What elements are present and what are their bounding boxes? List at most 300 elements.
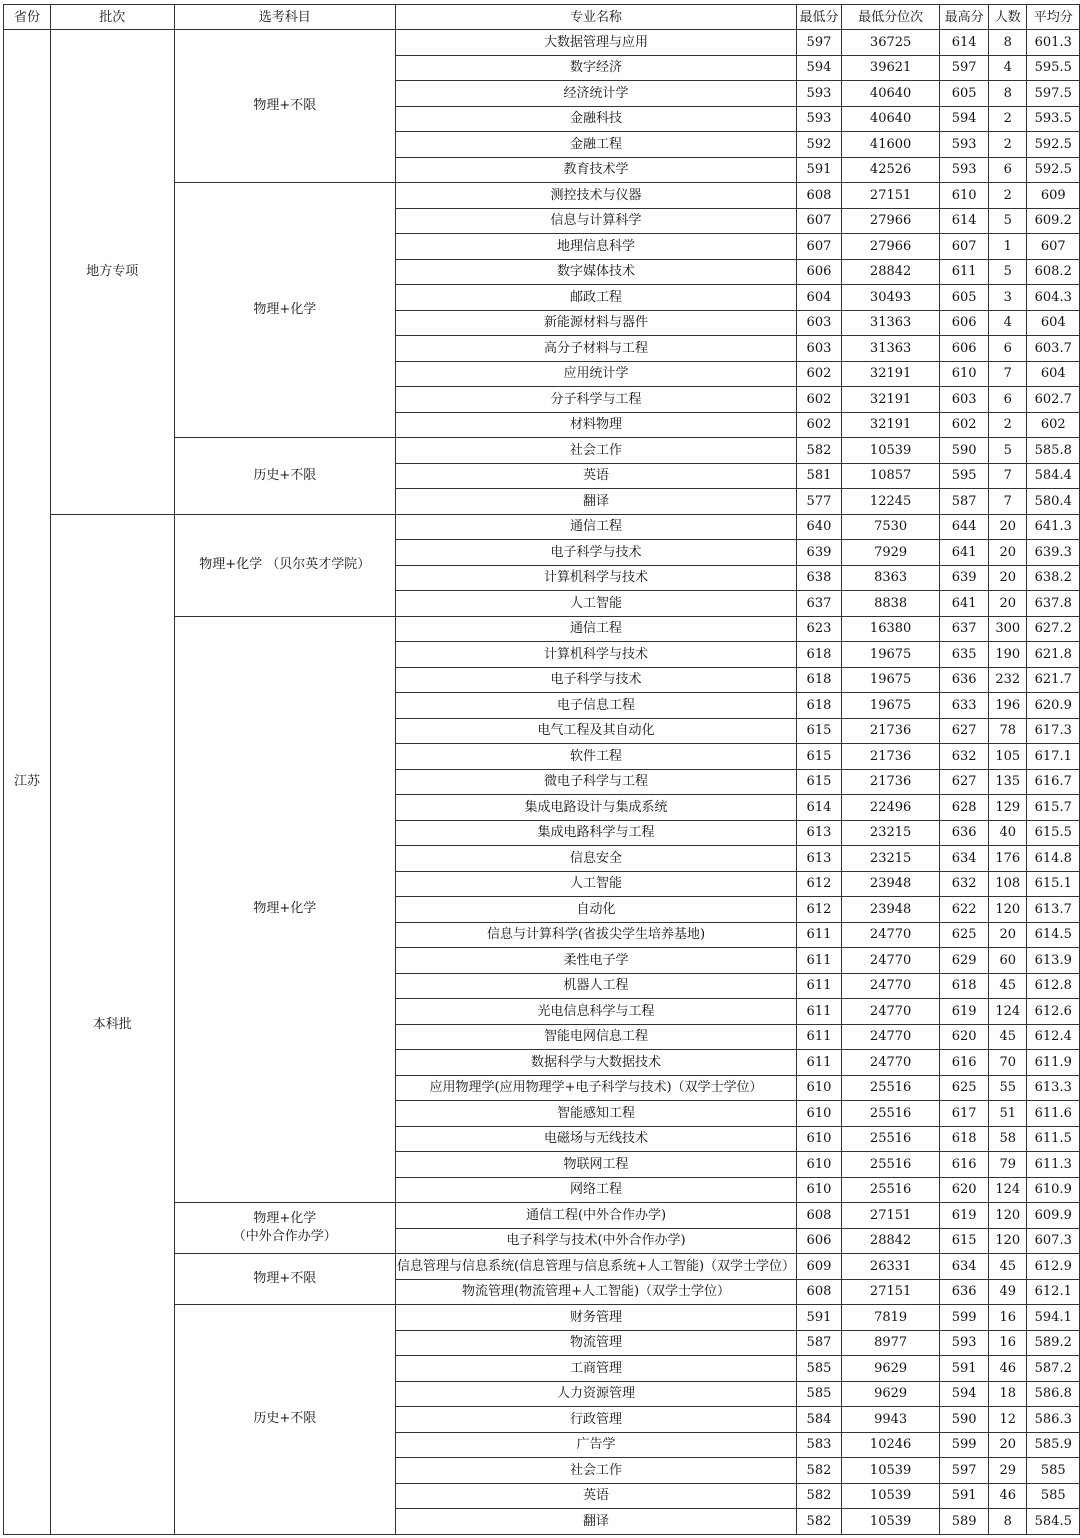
major-cell: 电气工程及其自动化 (396, 718, 797, 744)
min-rank-cell: 24770 (841, 999, 939, 1025)
avg-score-cell: 621.8 (1027, 642, 1080, 668)
count-cell: 45 (988, 973, 1027, 999)
major-cell: 通信工程(中外合作办学) (396, 1203, 797, 1229)
avg-score-cell: 602.7 (1027, 387, 1080, 413)
min-score-cell: 638 (797, 565, 842, 591)
min-score-cell: 603 (797, 336, 842, 362)
min-score-cell: 613 (797, 846, 842, 872)
max-score-cell: 615 (940, 1228, 989, 1254)
count-cell: 2 (988, 183, 1027, 209)
min-score-cell: 607 (797, 234, 842, 260)
max-score-cell: 595 (940, 463, 989, 489)
province-cell: 江苏 (4, 30, 51, 1535)
min-score-cell: 610 (797, 1152, 842, 1178)
min-rank-cell: 25516 (841, 1075, 939, 1101)
header-subject: 选考科目 (174, 5, 395, 30)
count-cell: 7 (988, 361, 1027, 387)
count-cell: 8 (988, 81, 1027, 107)
avg-score-cell: 580.4 (1027, 489, 1080, 515)
min-score-cell: 637 (797, 591, 842, 617)
major-cell: 行政管理 (396, 1407, 797, 1433)
min-score-cell: 577 (797, 489, 842, 515)
avg-score-cell: 613.3 (1027, 1075, 1080, 1101)
count-cell: 129 (988, 795, 1027, 821)
min-score-cell: 593 (797, 81, 842, 107)
min-rank-cell: 7929 (841, 540, 939, 566)
max-score-cell: 610 (940, 361, 989, 387)
min-rank-cell: 25516 (841, 1126, 939, 1152)
min-score-cell: 582 (797, 1483, 842, 1509)
min-rank-cell: 24770 (841, 922, 939, 948)
avg-score-cell: 585 (1027, 1458, 1080, 1484)
subject-group-cell: 物理+不限 (174, 1254, 395, 1305)
min-rank-cell: 28842 (841, 259, 939, 285)
subject-group-cell: 物理+化学 (174, 183, 395, 438)
count-cell: 16 (988, 1330, 1027, 1356)
header-count: 人数 (988, 5, 1027, 30)
major-cell: 金融科技 (396, 106, 797, 132)
count-cell: 6 (988, 336, 1027, 362)
major-cell: 智能感知工程 (396, 1101, 797, 1127)
count-cell: 135 (988, 769, 1027, 795)
avg-score-cell: 615.1 (1027, 871, 1080, 897)
count-cell: 45 (988, 1024, 1027, 1050)
max-score-cell: 639 (940, 565, 989, 591)
min-score-cell: 618 (797, 693, 842, 719)
max-score-cell: 641 (940, 540, 989, 566)
min-rank-cell: 22496 (841, 795, 939, 821)
avg-score-cell: 609 (1027, 183, 1080, 209)
avg-score-cell: 612.6 (1027, 999, 1080, 1025)
max-score-cell: 625 (940, 922, 989, 948)
min-rank-cell: 21736 (841, 744, 939, 770)
min-rank-cell: 7819 (841, 1305, 939, 1331)
major-cell: 通信工程 (396, 514, 797, 540)
count-cell: 120 (988, 897, 1027, 923)
min-rank-cell: 26331 (841, 1254, 939, 1280)
count-cell: 232 (988, 667, 1027, 693)
major-cell: 物联网工程 (396, 1152, 797, 1178)
major-cell: 大数据管理与应用 (396, 30, 797, 56)
major-cell: 机器人工程 (396, 973, 797, 999)
max-score-cell: 599 (940, 1432, 989, 1458)
count-cell: 45 (988, 1254, 1027, 1280)
count-cell: 7 (988, 463, 1027, 489)
header-avg-score: 平均分 (1027, 5, 1080, 30)
avg-score-cell: 597.5 (1027, 81, 1080, 107)
count-cell: 2 (988, 412, 1027, 438)
major-cell: 翻译 (396, 1509, 797, 1535)
count-cell: 7 (988, 489, 1027, 515)
major-cell: 英语 (396, 1483, 797, 1509)
max-score-cell: 611 (940, 259, 989, 285)
major-cell: 数字经济 (396, 55, 797, 81)
min-rank-cell: 28842 (841, 1228, 939, 1254)
min-rank-cell: 41600 (841, 132, 939, 158)
major-cell: 应用统计学 (396, 361, 797, 387)
max-score-cell: 622 (940, 897, 989, 923)
count-cell: 8 (988, 1509, 1027, 1535)
count-cell: 105 (988, 744, 1027, 770)
admission-score-table (3, 4, 1080, 1535)
count-cell: 20 (988, 540, 1027, 566)
min-rank-cell: 21736 (841, 769, 939, 795)
major-cell: 信息与计算科学(省拔尖学生培养基地) (396, 922, 797, 948)
min-score-cell: 610 (797, 1126, 842, 1152)
avg-score-cell: 585.8 (1027, 438, 1080, 464)
max-score-cell: 606 (940, 336, 989, 362)
max-score-cell: 619 (940, 999, 989, 1025)
avg-score-cell: 592.5 (1027, 132, 1080, 158)
max-score-cell: 607 (940, 234, 989, 260)
count-cell: 58 (988, 1126, 1027, 1152)
major-cell: 金融工程 (396, 132, 797, 158)
max-score-cell: 590 (940, 1407, 989, 1433)
count-cell: 120 (988, 1203, 1027, 1229)
max-score-cell: 641 (940, 591, 989, 617)
major-cell: 信息与计算科学 (396, 208, 797, 234)
min-score-cell: 639 (797, 540, 842, 566)
avg-score-cell: 617.1 (1027, 744, 1080, 770)
min-score-cell: 623 (797, 616, 842, 642)
min-rank-cell: 40640 (841, 81, 939, 107)
min-rank-cell: 32191 (841, 361, 939, 387)
avg-score-cell: 587.2 (1027, 1356, 1080, 1382)
avg-score-cell: 607 (1027, 234, 1080, 260)
major-cell: 翻译 (396, 489, 797, 515)
count-cell: 40 (988, 820, 1027, 846)
avg-score-cell: 612.9 (1027, 1254, 1080, 1280)
min-rank-cell: 19675 (841, 693, 939, 719)
min-score-cell: 587 (797, 1330, 842, 1356)
avg-score-cell: 595.5 (1027, 55, 1080, 81)
min-rank-cell: 16380 (841, 616, 939, 642)
major-cell: 电磁场与无线技术 (396, 1126, 797, 1152)
min-rank-cell: 24770 (841, 973, 939, 999)
min-score-cell: 615 (797, 718, 842, 744)
avg-score-cell: 609.9 (1027, 1203, 1080, 1229)
min-score-cell: 615 (797, 769, 842, 795)
avg-score-cell: 593.5 (1027, 106, 1080, 132)
min-rank-cell: 10246 (841, 1432, 939, 1458)
avg-score-cell: 607.3 (1027, 1228, 1080, 1254)
avg-score-cell: 615.5 (1027, 820, 1080, 846)
avg-score-cell: 592.5 (1027, 157, 1080, 183)
max-score-cell: 593 (940, 132, 989, 158)
min-score-cell: 584 (797, 1407, 842, 1433)
avg-score-cell: 584.4 (1027, 463, 1080, 489)
min-score-cell: 583 (797, 1432, 842, 1458)
min-rank-cell: 31363 (841, 310, 939, 336)
avg-score-cell: 594.1 (1027, 1305, 1080, 1331)
major-cell: 集成电路设计与集成系统 (396, 795, 797, 821)
min-rank-cell: 27151 (841, 183, 939, 209)
count-cell: 8 (988, 30, 1027, 56)
major-cell: 柔性电子学 (396, 948, 797, 974)
min-rank-cell: 24770 (841, 1024, 939, 1050)
count-cell: 6 (988, 157, 1027, 183)
min-score-cell: 615 (797, 744, 842, 770)
major-cell: 分子科学与工程 (396, 387, 797, 413)
max-score-cell: 635 (940, 642, 989, 668)
major-cell: 教育技术学 (396, 157, 797, 183)
min-score-cell: 612 (797, 871, 842, 897)
max-score-cell: 587 (940, 489, 989, 515)
major-cell: 集成电路科学与工程 (396, 820, 797, 846)
count-cell: 196 (988, 693, 1027, 719)
max-score-cell: 629 (940, 948, 989, 974)
min-rank-cell: 9629 (841, 1381, 939, 1407)
avg-score-cell: 586.3 (1027, 1407, 1080, 1433)
min-score-cell: 611 (797, 973, 842, 999)
major-cell: 信息管理与信息系统(信息管理与信息系统+人工智能)（双学士学位） (396, 1254, 797, 1280)
avg-score-cell: 589.2 (1027, 1330, 1080, 1356)
avg-score-cell: 612.4 (1027, 1024, 1080, 1050)
min-rank-cell: 32191 (841, 387, 939, 413)
major-cell: 微电子科学与工程 (396, 769, 797, 795)
header-batch: 批次 (51, 5, 174, 30)
major-cell: 新能源材料与器件 (396, 310, 797, 336)
max-score-cell: 644 (940, 514, 989, 540)
min-rank-cell: 36725 (841, 30, 939, 56)
min-score-cell: 608 (797, 1279, 842, 1305)
major-cell: 电子科学与技术 (396, 667, 797, 693)
max-score-cell: 633 (940, 693, 989, 719)
max-score-cell: 602 (940, 412, 989, 438)
max-score-cell: 597 (940, 55, 989, 81)
count-cell: 20 (988, 591, 1027, 617)
count-cell: 108 (988, 871, 1027, 897)
max-score-cell: 616 (940, 1050, 989, 1076)
max-score-cell: 594 (940, 106, 989, 132)
max-score-cell: 618 (940, 1126, 989, 1152)
major-cell: 计算机科学与技术 (396, 642, 797, 668)
min-score-cell: 611 (797, 922, 842, 948)
avg-score-cell: 637.8 (1027, 591, 1080, 617)
min-rank-cell: 10539 (841, 438, 939, 464)
min-rank-cell: 27151 (841, 1203, 939, 1229)
avg-score-cell: 612.1 (1027, 1279, 1080, 1305)
max-score-cell: 628 (940, 795, 989, 821)
subject-group-cell: 物理+化学 (174, 616, 395, 1203)
min-rank-cell: 40640 (841, 106, 939, 132)
avg-score-cell: 613.7 (1027, 897, 1080, 923)
min-rank-cell: 27966 (841, 208, 939, 234)
count-cell: 5 (988, 438, 1027, 464)
avg-score-cell: 638.2 (1027, 565, 1080, 591)
count-cell: 60 (988, 948, 1027, 974)
header-max-score: 最高分 (940, 5, 989, 30)
min-rank-cell: 32191 (841, 412, 939, 438)
avg-score-cell: 613.9 (1027, 948, 1080, 974)
count-cell: 12 (988, 1407, 1027, 1433)
count-cell: 4 (988, 55, 1027, 81)
min-score-cell: 618 (797, 642, 842, 668)
avg-score-cell: 611.3 (1027, 1152, 1080, 1178)
avg-score-cell: 612.8 (1027, 973, 1080, 999)
min-score-cell: 602 (797, 387, 842, 413)
major-cell: 光电信息科学与工程 (396, 999, 797, 1025)
major-cell: 社会工作 (396, 438, 797, 464)
count-cell: 176 (988, 846, 1027, 872)
major-cell: 高分子材料与工程 (396, 336, 797, 362)
count-cell: 5 (988, 208, 1027, 234)
min-score-cell: 581 (797, 463, 842, 489)
max-score-cell: 625 (940, 1075, 989, 1101)
avg-score-cell: 614.5 (1027, 922, 1080, 948)
count-cell: 20 (988, 922, 1027, 948)
major-cell: 地理信息科学 (396, 234, 797, 260)
min-score-cell: 582 (797, 1509, 842, 1535)
min-rank-cell: 27966 (841, 234, 939, 260)
min-rank-cell: 10857 (841, 463, 939, 489)
major-cell: 材料物理 (396, 412, 797, 438)
min-score-cell: 591 (797, 1305, 842, 1331)
max-score-cell: 636 (940, 820, 989, 846)
min-score-cell: 582 (797, 1458, 842, 1484)
avg-score-cell: 627.2 (1027, 616, 1080, 642)
avg-score-cell: 611.9 (1027, 1050, 1080, 1076)
min-score-cell: 585 (797, 1356, 842, 1382)
count-cell: 70 (988, 1050, 1027, 1076)
avg-score-cell: 602 (1027, 412, 1080, 438)
count-cell: 3 (988, 285, 1027, 311)
min-score-cell: 612 (797, 897, 842, 923)
min-score-cell: 614 (797, 795, 842, 821)
major-cell: 测控技术与仪器 (396, 183, 797, 209)
count-cell: 20 (988, 1432, 1027, 1458)
max-score-cell: 637 (940, 616, 989, 642)
max-score-cell: 614 (940, 208, 989, 234)
subject-group-cell: 物理+化学 （贝尔英才学院） (174, 514, 395, 616)
count-cell: 4 (988, 310, 1027, 336)
min-score-cell: 618 (797, 667, 842, 693)
major-cell: 财务管理 (396, 1305, 797, 1331)
major-cell: 人力资源管理 (396, 1381, 797, 1407)
min-rank-cell: 23948 (841, 897, 939, 923)
max-score-cell: 632 (940, 744, 989, 770)
subject-group-cell: 物理+不限 (174, 30, 395, 183)
min-score-cell: 604 (797, 285, 842, 311)
min-rank-cell: 23948 (841, 871, 939, 897)
min-rank-cell: 10539 (841, 1458, 939, 1484)
min-score-cell: 591 (797, 157, 842, 183)
min-score-cell: 610 (797, 1177, 842, 1203)
major-cell: 工商管理 (396, 1356, 797, 1382)
count-cell: 2 (988, 132, 1027, 158)
min-rank-cell: 27151 (841, 1279, 939, 1305)
major-cell: 社会工作 (396, 1458, 797, 1484)
min-rank-cell: 25516 (841, 1152, 939, 1178)
max-score-cell: 594 (940, 1381, 989, 1407)
min-score-cell: 611 (797, 1050, 842, 1076)
count-cell: 300 (988, 616, 1027, 642)
max-score-cell: 599 (940, 1305, 989, 1331)
batch-cell: 地方专项 (51, 30, 174, 515)
min-score-cell: 606 (797, 1228, 842, 1254)
max-score-cell: 617 (940, 1101, 989, 1127)
min-score-cell: 585 (797, 1381, 842, 1407)
min-score-cell: 603 (797, 310, 842, 336)
avg-score-cell: 604.3 (1027, 285, 1080, 311)
max-score-cell: 597 (940, 1458, 989, 1484)
max-score-cell: 636 (940, 667, 989, 693)
min-rank-cell: 19675 (841, 642, 939, 668)
major-cell: 电子信息工程 (396, 693, 797, 719)
max-score-cell: 610 (940, 183, 989, 209)
major-cell: 自动化 (396, 897, 797, 923)
major-cell: 经济统计学 (396, 81, 797, 107)
min-score-cell: 611 (797, 1024, 842, 1050)
count-cell: 124 (988, 1177, 1027, 1203)
avg-score-cell: 641.3 (1027, 514, 1080, 540)
major-cell: 数据科学与大数据技术 (396, 1050, 797, 1076)
min-score-cell: 582 (797, 438, 842, 464)
min-score-cell: 608 (797, 183, 842, 209)
max-score-cell: 605 (940, 285, 989, 311)
count-cell: 1 (988, 234, 1027, 260)
avg-score-cell: 611.5 (1027, 1126, 1080, 1152)
min-rank-cell: 25516 (841, 1101, 939, 1127)
min-rank-cell: 12245 (841, 489, 939, 515)
table-body (4, 30, 1080, 1535)
max-score-cell: 634 (940, 846, 989, 872)
major-cell: 电子科学与技术(中外合作办学) (396, 1228, 797, 1254)
max-score-cell: 627 (940, 769, 989, 795)
avg-score-cell: 604 (1027, 310, 1080, 336)
min-score-cell: 610 (797, 1075, 842, 1101)
count-cell: 79 (988, 1152, 1027, 1178)
min-rank-cell: 19675 (841, 667, 939, 693)
major-cell: 电子科学与技术 (396, 540, 797, 566)
min-score-cell: 610 (797, 1101, 842, 1127)
avg-score-cell: 617.3 (1027, 718, 1080, 744)
min-score-cell: 606 (797, 259, 842, 285)
count-cell: 55 (988, 1075, 1027, 1101)
min-rank-cell: 10539 (841, 1483, 939, 1509)
min-score-cell: 602 (797, 412, 842, 438)
min-score-cell: 640 (797, 514, 842, 540)
count-cell: 16 (988, 1305, 1027, 1331)
header-min-score: 最低分 (797, 5, 842, 30)
min-rank-cell: 24770 (841, 1050, 939, 1076)
min-rank-cell: 9943 (841, 1407, 939, 1433)
max-score-cell: 593 (940, 1330, 989, 1356)
min-rank-cell: 23215 (841, 820, 939, 846)
avg-score-cell: 610.9 (1027, 1177, 1080, 1203)
min-rank-cell: 23215 (841, 846, 939, 872)
major-cell: 通信工程 (396, 616, 797, 642)
major-cell: 网络工程 (396, 1177, 797, 1203)
subject-group-cell: 历史+不限 (174, 1305, 395, 1535)
avg-score-cell: 621.7 (1027, 667, 1080, 693)
major-cell: 数字媒体技术 (396, 259, 797, 285)
min-score-cell: 593 (797, 106, 842, 132)
max-score-cell: 614 (940, 30, 989, 56)
min-rank-cell: 9629 (841, 1356, 939, 1382)
count-cell: 190 (988, 642, 1027, 668)
avg-score-cell: 584.5 (1027, 1509, 1080, 1535)
max-score-cell: 627 (940, 718, 989, 744)
min-rank-cell: 30493 (841, 285, 939, 311)
major-cell: 计算机科学与技术 (396, 565, 797, 591)
avg-score-cell: 615.7 (1027, 795, 1080, 821)
min-rank-cell: 7530 (841, 514, 939, 540)
avg-score-cell: 604 (1027, 361, 1080, 387)
max-score-cell: 606 (940, 310, 989, 336)
max-score-cell: 605 (940, 81, 989, 107)
min-score-cell: 609 (797, 1254, 842, 1280)
